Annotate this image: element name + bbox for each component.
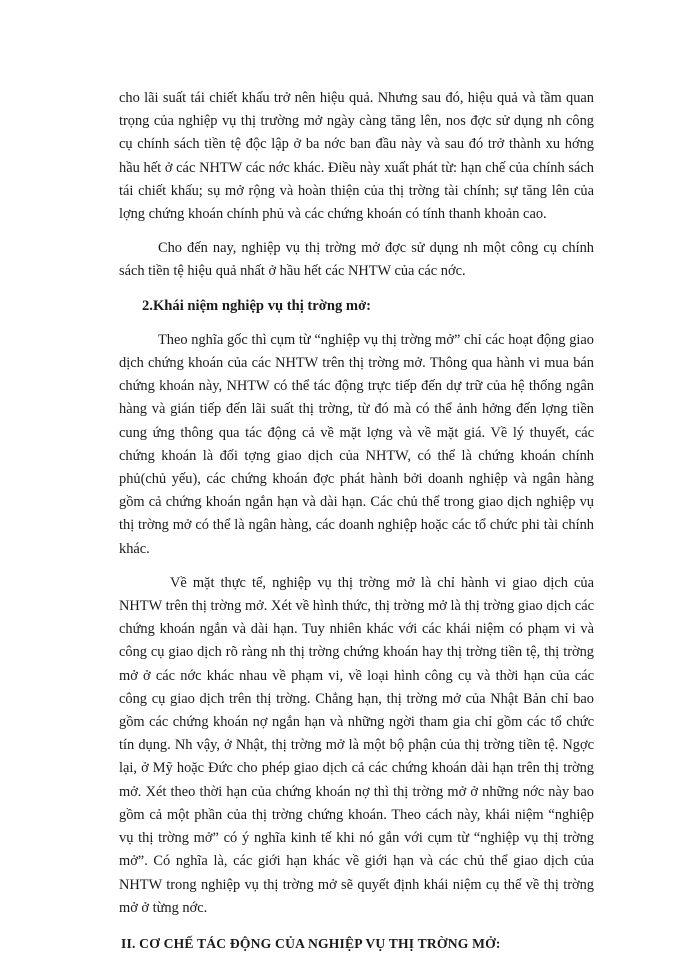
paragraph-intro-continuation: cho lãi suất tái chiết khấu trở nên hiệu quả. Nhưng sau đó, hiệu quả và tầm quan trọng của nghiệp vụ thị trường mở ngày càng tăng lên, nos đợc sử dụng nh công cụ chính sách tiền tệ độc lập ở ba nớc ban đầu này và sau đó trở thành xu hớng hầu hết ở các NHTW các nớc khác. Điều này xuất phát từ: hạn chế của chính sách tái chiết khấu; sụ mở rộng và hoàn thiện của thị trờng tài chính; sự tăng lên của lợng chứng khoán chính phủ và các chứng khoán có tính thanh khoản cao. bbox=[119, 90, 594, 223]
chapter-heading-mechanism: II. CƠ CHẾ TÁC ĐỘNG CỦA NGHIỆP VỤ THỊ TRỜNG MỞ: bbox=[121, 935, 501, 951]
paragraph-current-usage: Cho đến nay, nghiệp vụ thị trờng mở đợc sử dụng nh một công cụ chính sách tiền tệ hiệu quả nhất ở hầu hết các NHTW của các nớc. bbox=[119, 240, 594, 280]
paragraph-original-meaning: Theo nghĩa gốc thì cụm từ “nghiệp vụ thị trờng mở” chỉ các hoạt động giao dịch chứng khoán của các NHTW trên thị trờng mở. Thông qua hành vi mua bán chứng khoán này, NHTW có thể tác động trực tiếp đến dự trữ của hệ thống ngân hàng và gián tiếp đến lãi suất thị trờng, từ đó mà có thể ảnh hởng đến lợng tiền cung ứng thông qua tác động cả về mặt lợng và về mặt giá. Về lý thuyết, các chứng khoán là đối tợng giao dịch của NHTW, có thể là chứng khoán chính phủ(chủ yếu), các chứng khoán đợc phát hành bởi doanh nghiệp và ngân hàng gồm cả chứng khoán ngắn hạn và dài hạn. Các chủ thể trong giao dịch nghiệp vụ thị trờng mở có thể là ngân hàng, các doanh nghiệp hoặc các tổ chức phi tài chính khác. bbox=[119, 331, 594, 557]
paragraph-practical-meaning: Về mặt thực tế, nghiệp vụ thị trờng mở là chỉ hành vi giao dịch của NHTW trên thị trờng mở. Xét về hình thức, thị trờng mở là thị trờng giao dịch các chứng khoán ngắn và dài hạn. Tuy nhiên khác với các khái niệm có phạm vi và công cụ giao dịch rõ ràng nh thị trờng chứng khoán hay thị trờng tiền tệ, thị trờng mở ở các nớc khác nhau về phạm vi, về loại hình công cụ và thời hạn của các công cụ giao dịch trên thị trờng. Chẳng hạn, thị trờng mở của Nhật Bản chỉ bao gồm các chứng khoán nợ ngắn hạn và những ngời tham gia chỉ gồm các tổ chức tín dụng. Nh vậy, ở Nhật, thị trờng mở là một bộ phận của thị trờng tiền tệ. Ngợc lại, ở Mỹ hoặc Đức cho phép giao dịch cả các chứng khoán dài hạn trên thị trờng mở. Xét theo thời hạn của chứng khoán nợ thì thị trờng mở ở những nớc này bao gồm cả một phần của thị trờng chứng khoán. Theo cách này, khái niệm “nghiệp vụ thị trờng mở” có ý nghĩa kinh tế khi nó gắn với cụm từ “nghiệp vụ thị trờng mở”. Có nghĩa là, các giới hạn khác về giới hạn và các chủ thể giao dịch của NHTW trong nghiệp vụ thị trờng mở sẽ quyết định khái niệm cụ thể về thị trờng mở ở từng nớc. bbox=[119, 574, 594, 916]
section-heading-concept: 2.Khái niệm nghiệp vụ thị trờng mở: bbox=[142, 297, 372, 314]
document-body bbox=[119, 87, 594, 955]
